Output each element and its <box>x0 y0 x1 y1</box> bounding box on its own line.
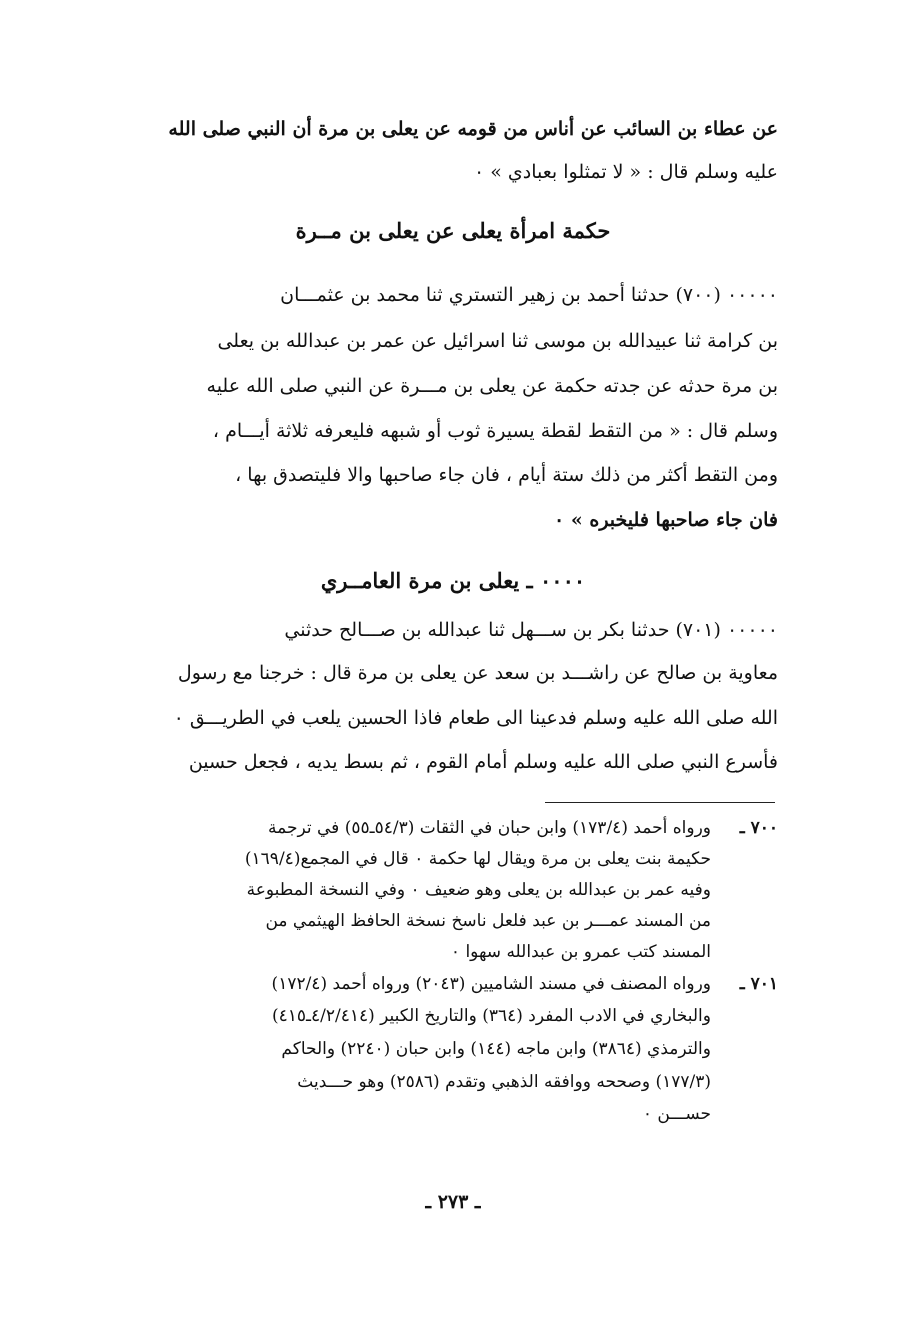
footnote-701-line-3: والترمذي (٣٨٦٤) وابن ماجه (١٤٤) وابن حبان (٢٢٤٠) والحاكم <box>281 1039 711 1059</box>
footnote-700-number: ٧٠٠ ـ <box>739 818 778 838</box>
narrator-heading: ٠٠٠٠ ـ يعلى بن مرة العامــري <box>320 568 586 593</box>
hadith-700-line-5: ومن التقط أكثر من ذلك ستة أيام ، فان جاء صاحبها والا فليتصدق بها ، <box>235 464 778 486</box>
footnote-701-line-4: (١٧٧/٣) وصححه ووافقه الذهبي وتقدم (٢٥٨٦) وهو حـــديث <box>297 1072 711 1092</box>
section-heading: حكمة امرأة يعلى عن يعلى بن مــرة <box>295 218 611 243</box>
hadith-701-line-3: الله صلى الله عليه وسلم فدعينا الى طعام فاذا الحسين يلعب في الطريـــق ٠ <box>173 707 778 729</box>
hadith-700-line-6: فان جاء صاحبها فليخبره » ٠ <box>554 509 778 531</box>
para-top-line-2: عليه وسلم قال : « لا تمثلوا بعبادي » ٠ <box>473 161 778 183</box>
footnote-700-line-3: وفيه عمر بن عبدالله بن يعلى وهو ضعيف ٠ وفي النسخة المطبوعة <box>246 880 711 900</box>
page-number: ـ ٢٧٣ ـ <box>425 1191 481 1213</box>
hadith-700-line-4: وسلم قال : « من التقط لقطة يسيرة ثوب أو شبهه فليعرفه ثلاثة أيـــام ، <box>212 420 778 442</box>
hadith-700-line-2: بن كرامة ثنا عبيدالله بن موسى ثنا اسرائيل عن عمر بن عبدالله بن يعلى <box>217 330 778 352</box>
footnote-701-line-2: والبخاري في الادب المفرد (٣٦٤) والتاريخ الكبير (٤/٢/٤١٤ـ٤١٥) <box>271 1006 711 1026</box>
hadith-700-line-1: ٠٠٠٠٠ (٧٠٠) حدثنا أحمد بن زهير التستري ثنا محمد بن عثمـــان <box>280 284 778 306</box>
hadith-701-line-1: ٠٠٠٠٠ (٧٠١) حدثنا بكر بن ســـهل ثنا عبدالله بن صـــالح حدثني <box>284 619 778 641</box>
para-top-line-1: عن عطاء بن السائب عن أناس من قومه عن يعلى بن مرة أن النبي صلى الله <box>168 118 778 140</box>
footnote-701-number: ٧٠١ ـ <box>739 974 778 994</box>
footnote-700-line-2: حكيمة بنت يعلى بن مرة ويقال لها حكمة ٠ قال في المجمع(١٦٩/٤) <box>244 849 711 869</box>
hadith-700-line-3: بن مرة حدثه عن جدته حكمة عن يعلى بن مـــرة عن النبي صلى الله عليه <box>206 375 778 397</box>
footnote-700-line-5: المسند كتب عمرو بن عبدالله سهوا ٠ <box>450 942 711 962</box>
footnote-701-line-1: ورواه المصنف في مسند الشاميين (٢٠٤٣) ورواه أحمد (١٧٢/٤) <box>271 974 711 994</box>
footnote-700-line-1: ورواه أحمد (١٧٣/٤) وابن حبان في الثقات (٥٤/٣ـ٥٥) في ترجمة <box>268 818 711 838</box>
footnote-701-line-5: حســـن ٠ <box>642 1104 711 1124</box>
footnote-separator <box>545 802 775 803</box>
footnote-700-line-4: من المسند عمـــر بن عبد فلعل ناسخ نسخة الحافظ الهيثمي من <box>265 911 711 931</box>
hadith-701-line-2: معاوية بن صالح عن راشـــد بن سعد عن يعلى بن مرة قال : خرجنا مع رسول <box>177 662 778 684</box>
hadith-701-line-4: فأسرع النبي صلى الله عليه وسلم أمام القوم ، ثم بسط يديه ، فجعل حسين <box>188 751 778 773</box>
